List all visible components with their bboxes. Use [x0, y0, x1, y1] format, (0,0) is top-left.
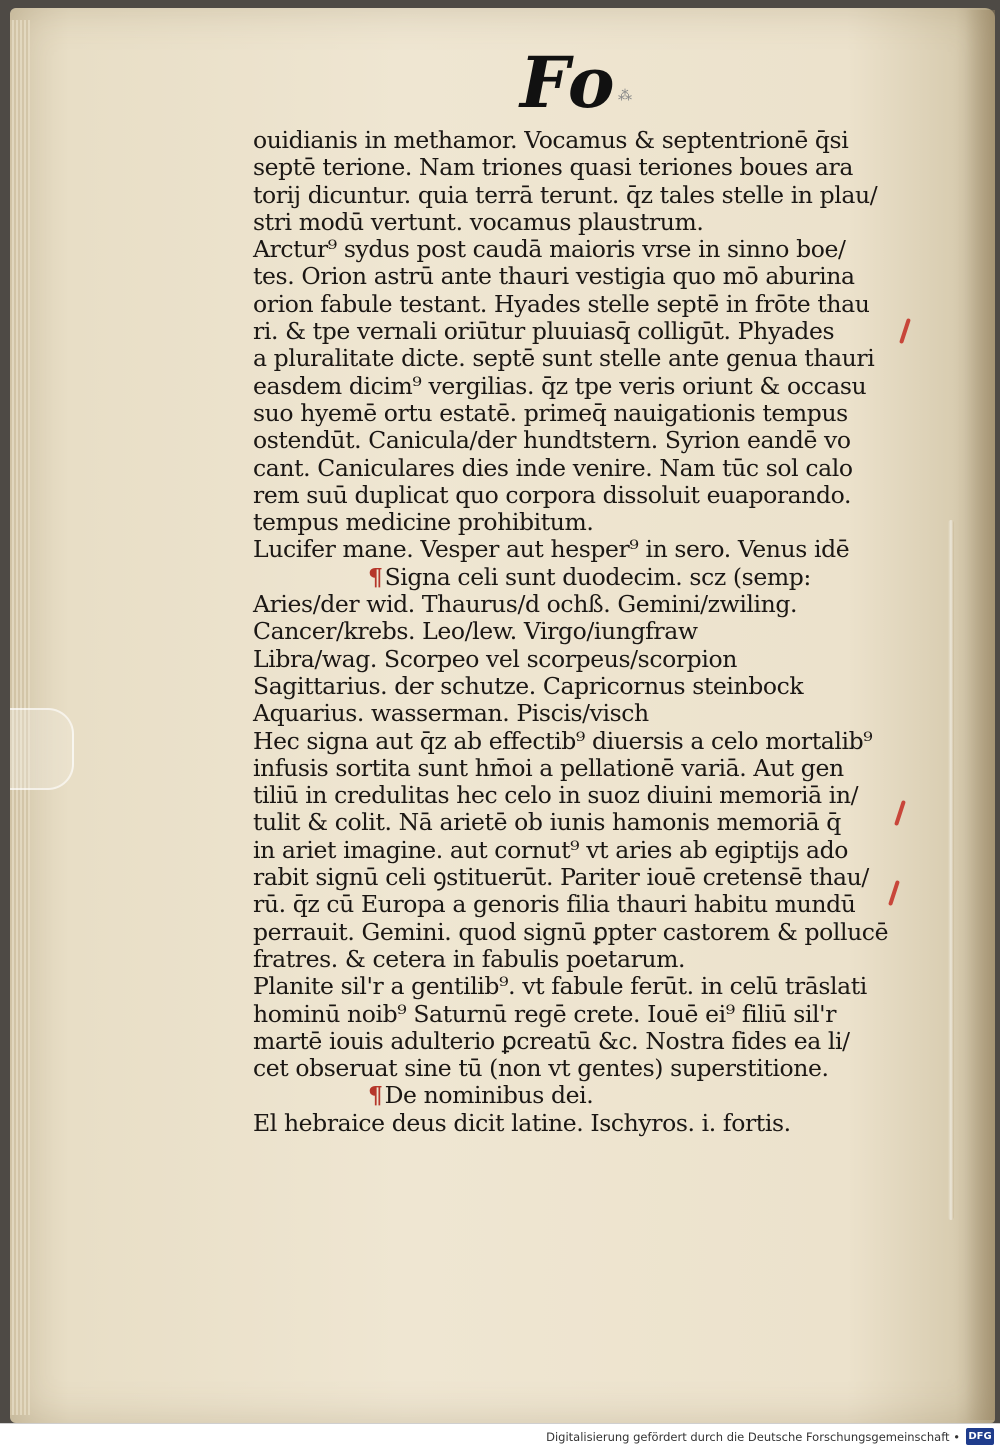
text-line	[253, 373, 903, 400]
line-text: Lucifer mane. Vesper aut hesper⁹ in sero. Venus idē	[253, 535, 850, 564]
text-line	[253, 536, 903, 563]
line-text: infusis sortita sunt hm̄oi a pellationē variā. Aut gen	[253, 753, 844, 782]
line-text: suo hyemē ortu estatē. primeq̄ nauigationis tempus	[253, 398, 848, 427]
line-text: Aquarius. wasserman. Piscis/visch	[253, 699, 649, 728]
text-line	[253, 1001, 903, 1028]
line-text: Signa celi sunt duodecim. scz (semp:	[384, 562, 811, 591]
line-text: septē terione. Nam triones quasi teriones boues ara	[253, 153, 853, 182]
text-line	[253, 427, 903, 454]
line-text: ouidianis in methamor. Vocamus & septentrionē q̄si	[253, 126, 849, 154]
line-text: rabit signū celi ꝯstituerūt. Pariter iouē cretensē thau/	[253, 863, 869, 892]
dfg-logo-icon: DFG	[966, 1428, 994, 1445]
line-text: Aries/der wid. Thaurus/d ochß. Gemini/zwiling.	[253, 590, 798, 619]
text-line	[253, 782, 903, 809]
line-text: Planite sil'r a gentilib⁹. vt fabule ferūt. in celū trāslati	[253, 972, 867, 1001]
text-line	[253, 864, 903, 891]
line-text: De nominibus dei.	[384, 1081, 594, 1110]
text-line	[253, 182, 903, 209]
text-line	[253, 1055, 903, 1082]
digitization-footer	[0, 1423, 1000, 1450]
text-line	[253, 209, 903, 236]
line-text: cet obseruat sine tū (non vt gentes) superstitione.	[253, 1054, 829, 1083]
line-text: Hec signa aut q̄z ab effectib⁹ diuersis a celo mortalib⁹	[253, 726, 873, 755]
line-text: rū. q̄z cū Europa a genoris filia thauri habitu mundū	[253, 890, 856, 919]
line-text: cant. Caniculares dies inde venire. Nam tūc sol calo	[253, 453, 853, 482]
text-line	[253, 318, 903, 345]
text-line	[253, 291, 903, 318]
text-line	[253, 837, 903, 864]
text-line	[253, 919, 903, 946]
gutter-shadow	[965, 10, 995, 1420]
line-text: hominū noib⁹ Saturnū regē crete. Iouē ei⁹ filiū sil'r	[253, 999, 837, 1028]
text-line	[253, 1110, 903, 1137]
text-line	[253, 755, 903, 782]
text-line	[253, 618, 903, 645]
text-line	[253, 509, 903, 536]
line-text: martē iouis adulterio ꝑcreatū &c. Nostra fides ea li/	[253, 1026, 850, 1055]
page-clip	[10, 708, 74, 790]
line-text: rem suū duplicat quo corpora dissoluit euaporando.	[253, 480, 852, 509]
line-text: Cancer/krebs. Leo/lew. Virgo/iungfraw	[253, 617, 698, 646]
line-text: stri modū vertunt. vocamus plaustrum.	[253, 207, 704, 236]
text-line	[253, 1082, 903, 1109]
text-line	[253, 400, 903, 427]
line-text: in ariet imagine. aut cornut⁹ vt aries ab egiptijs ado	[253, 835, 849, 864]
line-text: tempus medicine prohibitum.	[253, 508, 594, 537]
text-line	[253, 946, 903, 973]
folio-heading: Fo	[520, 41, 617, 124]
printed-text-block	[253, 127, 903, 1137]
line-text: tes. Orion astrū ante thauri vestigia quo mō aburina	[253, 262, 855, 291]
text-line	[253, 646, 903, 673]
text-line	[253, 728, 903, 755]
text-line	[253, 455, 903, 482]
rubric-pilcrow: ¶	[368, 1081, 383, 1110]
line-text: a pluralitate dicte. septē sunt stelle ante genua thauri	[253, 344, 875, 373]
text-line	[253, 1028, 903, 1055]
text-line	[253, 564, 903, 591]
line-text: ostendūt. Canicula/der hundtstern. Syrion eandē vo	[253, 426, 851, 455]
text-line	[253, 345, 903, 372]
text-line	[253, 263, 903, 290]
line-text: tulit & colit. Nā arietē ob iunis hamonis memoriā q̄	[253, 808, 841, 837]
text-line	[253, 482, 903, 509]
line-text: ri. & tpe vernali oriūtur pluuiasq̄ colligūt. Phyades	[253, 317, 835, 346]
line-text: orion fabule testant. Hyades stelle septē in frōte thau	[253, 289, 870, 318]
line-text: fratres. & cetera in fabulis poetarum.	[253, 944, 686, 973]
line-text: El hebraice deus dicit latine. Ischyros. i. fortis.	[253, 1108, 791, 1137]
text-line	[253, 809, 903, 836]
paper-strip	[948, 520, 954, 1220]
line-text: easdem dicim⁹ vergilias. q̄z tpe veris oriunt & occasu	[253, 371, 867, 400]
text-line	[253, 154, 903, 181]
line-text: perrauit. Gemini. quod signū ꝑpter castorem & pollucē	[253, 917, 889, 946]
text-line	[253, 891, 903, 918]
line-text: Arctur⁹ sydus post caudā maioris vrse in sinno boe/	[253, 235, 846, 264]
funding-credit: Digitalisierung gefördert durch die Deutsche Forschungsgemeinschaft •	[546, 1430, 960, 1444]
line-text: Libra/wag. Scorpeo vel scorpeus/scorpion	[253, 644, 737, 673]
text-line	[253, 700, 903, 727]
text-line	[253, 591, 903, 618]
text-line	[253, 236, 903, 263]
line-text: tiliū in credulitas hec celo in suoz diuini memoriā in/	[253, 781, 859, 810]
rubric-pilcrow: ¶	[368, 562, 383, 591]
text-line	[253, 973, 903, 1000]
text-line	[253, 673, 903, 700]
line-text: Sagittarius. der schutze. Capricornus steinbock	[253, 671, 804, 700]
folio-flourish-icon: ⁂	[618, 88, 632, 104]
line-text: torij dicuntur. quia terrā terunt. q̄z tales stelle in plau/	[253, 180, 878, 209]
text-line	[253, 127, 903, 154]
